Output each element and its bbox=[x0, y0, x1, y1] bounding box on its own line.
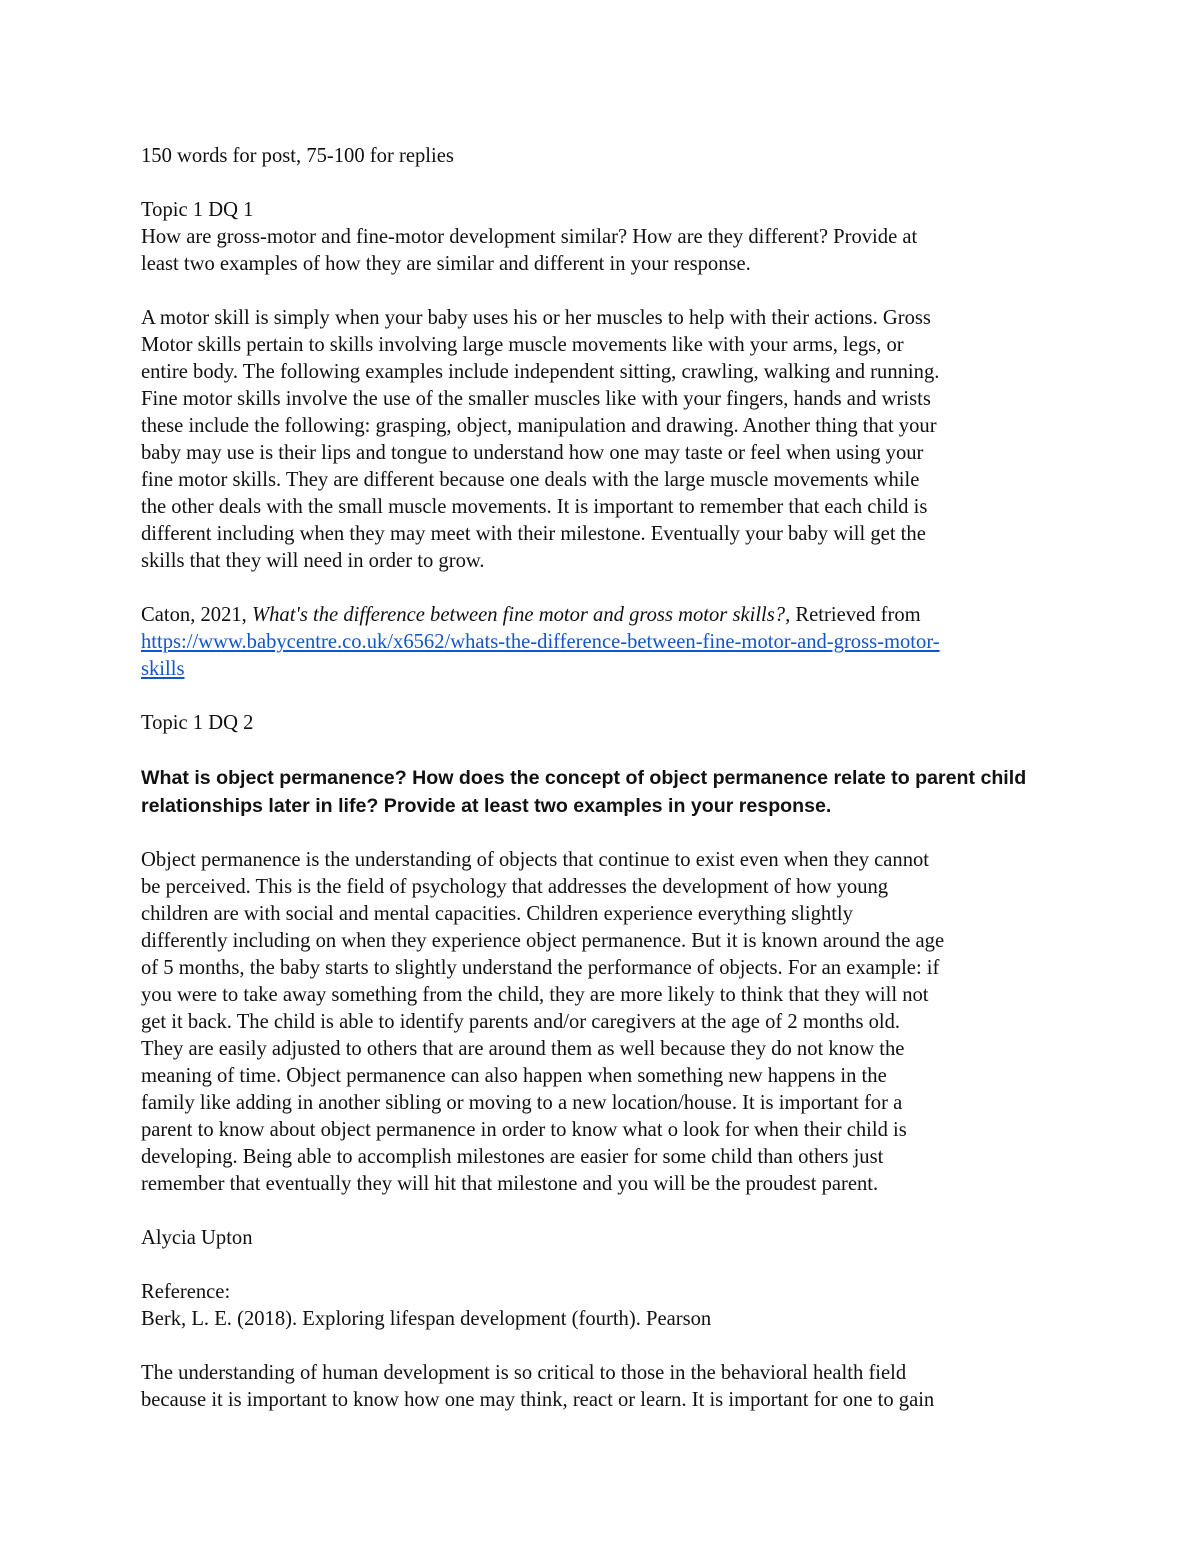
reference-block bbox=[141, 1279, 1066, 1333]
topic1-answer-line: A motor skill is simply when your baby uses his or her muscles to help with their actions. Gross bbox=[141, 307, 931, 329]
citation-url-link-continued[interactable]: skills bbox=[141, 658, 185, 680]
topic1-heading: Topic 1 DQ 1 bbox=[141, 199, 254, 221]
topic2-answer-line: family like adding in another sibling or moving to a new location/house. It is important for a bbox=[141, 1092, 903, 1114]
topic2-answer-line: get it back. The child is able to identify parents and/or caregivers at the age of 2 months old. bbox=[141, 1011, 901, 1033]
topic2-answer-line: parent to know about object permanence in order to know what o look for when their child is bbox=[141, 1119, 907, 1141]
topic1-block bbox=[141, 197, 1066, 278]
topic1-answer-line: fine motor skills. They are different because one deals with the large muscle movements while bbox=[141, 469, 920, 491]
topic2-answer-line: meaning of time. Object permanence can also happen when something new happens in the bbox=[141, 1065, 887, 1087]
topic2-heading: Topic 1 DQ 2 bbox=[141, 712, 254, 734]
topic2-question-line: What is object permanence? How does the concept of object permanence relate to parent child bbox=[141, 767, 1027, 789]
topic1-answer-line: entire body. The following examples include independent sitting, crawling, walking and running. bbox=[141, 361, 940, 383]
topic2-answer-line: differently including on when they experience object permanence. But it is known around the age bbox=[141, 930, 945, 952]
reference-text: Berk, L. E. (2018). Exploring lifespan development (fourth). Pearson bbox=[141, 1308, 712, 1330]
citation-retrieved: Retrieved from bbox=[790, 604, 921, 626]
reference-label: Reference: bbox=[141, 1281, 231, 1303]
topic2-answer-line: They are easily adjusted to others that are around them as well because they do not know the bbox=[141, 1038, 905, 1060]
topic1-answer-line: different including when they may meet with their milestone. Eventually your baby will get the bbox=[141, 523, 926, 545]
topic1-answer-line: Fine motor skills involve the use of the smaller muscles like with your fingers, hands and wrists bbox=[141, 388, 931, 410]
document-body bbox=[141, 143, 1066, 1441]
topic2-answer-line: be perceived. This is the field of psychology that addresses the development of how young bbox=[141, 876, 889, 898]
closing-paragraph bbox=[141, 1360, 1066, 1414]
topic2-question bbox=[141, 764, 1066, 820]
citation-line bbox=[141, 602, 1066, 629]
topic2-answer bbox=[141, 847, 1066, 1198]
author-name: Alycia Upton bbox=[141, 1227, 253, 1249]
topic1-answer-line: baby may use is their lips and tongue to understand how one may taste or feel when using your bbox=[141, 442, 924, 464]
topic1-citation bbox=[141, 602, 1066, 683]
topic2-answer-line: developing. Being able to accomplish milestones are easier for some child than others just bbox=[141, 1146, 884, 1168]
topic1-question-line: How are gross-motor and fine-motor development similar? How are they different? Provide at bbox=[141, 226, 918, 248]
topic1-answer-line: skills that they will need in order to grow. bbox=[141, 550, 485, 572]
topic2-answer-line: you were to take away something from the child, they are more likely to think that they will not bbox=[141, 984, 929, 1006]
closing-line: The understanding of human development is so critical to those in the behavioral health field bbox=[141, 1362, 907, 1384]
topic1-answer-line: Motor skills pertain to skills involving large muscle movements like with your arms, legs, or bbox=[141, 334, 904, 356]
closing-line: because it is important to know how one may think, react or learn. It is important for one to gain bbox=[141, 1389, 935, 1411]
topic2-answer-line: children are with social and mental capacities. Children experience everything slightly bbox=[141, 903, 853, 925]
topic2-answer-line: of 5 months, the baby starts to slightly understand the performance of objects. For an example: if bbox=[141, 957, 940, 979]
topic2-answer-line: remember that eventually they will hit that milestone and you will be the proudest parent. bbox=[141, 1173, 879, 1195]
word-count-note: 150 words for post, 75-100 for replies bbox=[141, 145, 454, 167]
citation-url-link[interactable]: https://www.babycentre.co.uk/x6562/whats-the-difference-between-fine-motor-and-gross-motor- bbox=[141, 631, 940, 653]
topic2-answer-line: Object permanence is the understanding of objects that continue to exist even when they cannot bbox=[141, 849, 930, 871]
topic1-question-line: least two examples of how they are similar and different in your response. bbox=[141, 253, 751, 275]
topic1-answer bbox=[141, 305, 1066, 575]
topic2-question-line: relationships later in life? Provide at least two examples in your response. bbox=[141, 795, 832, 817]
topic1-answer-line: these include the following: grasping, object, manipulation and drawing. Another thing that your bbox=[141, 415, 937, 437]
citation-title: What's the difference between fine motor and gross motor skills?, bbox=[251, 604, 791, 626]
citation-author-year: Caton, 2021, bbox=[141, 604, 252, 626]
topic1-answer-line: the other deals with the small muscle movements. It is important to remember that each child is bbox=[141, 496, 928, 518]
